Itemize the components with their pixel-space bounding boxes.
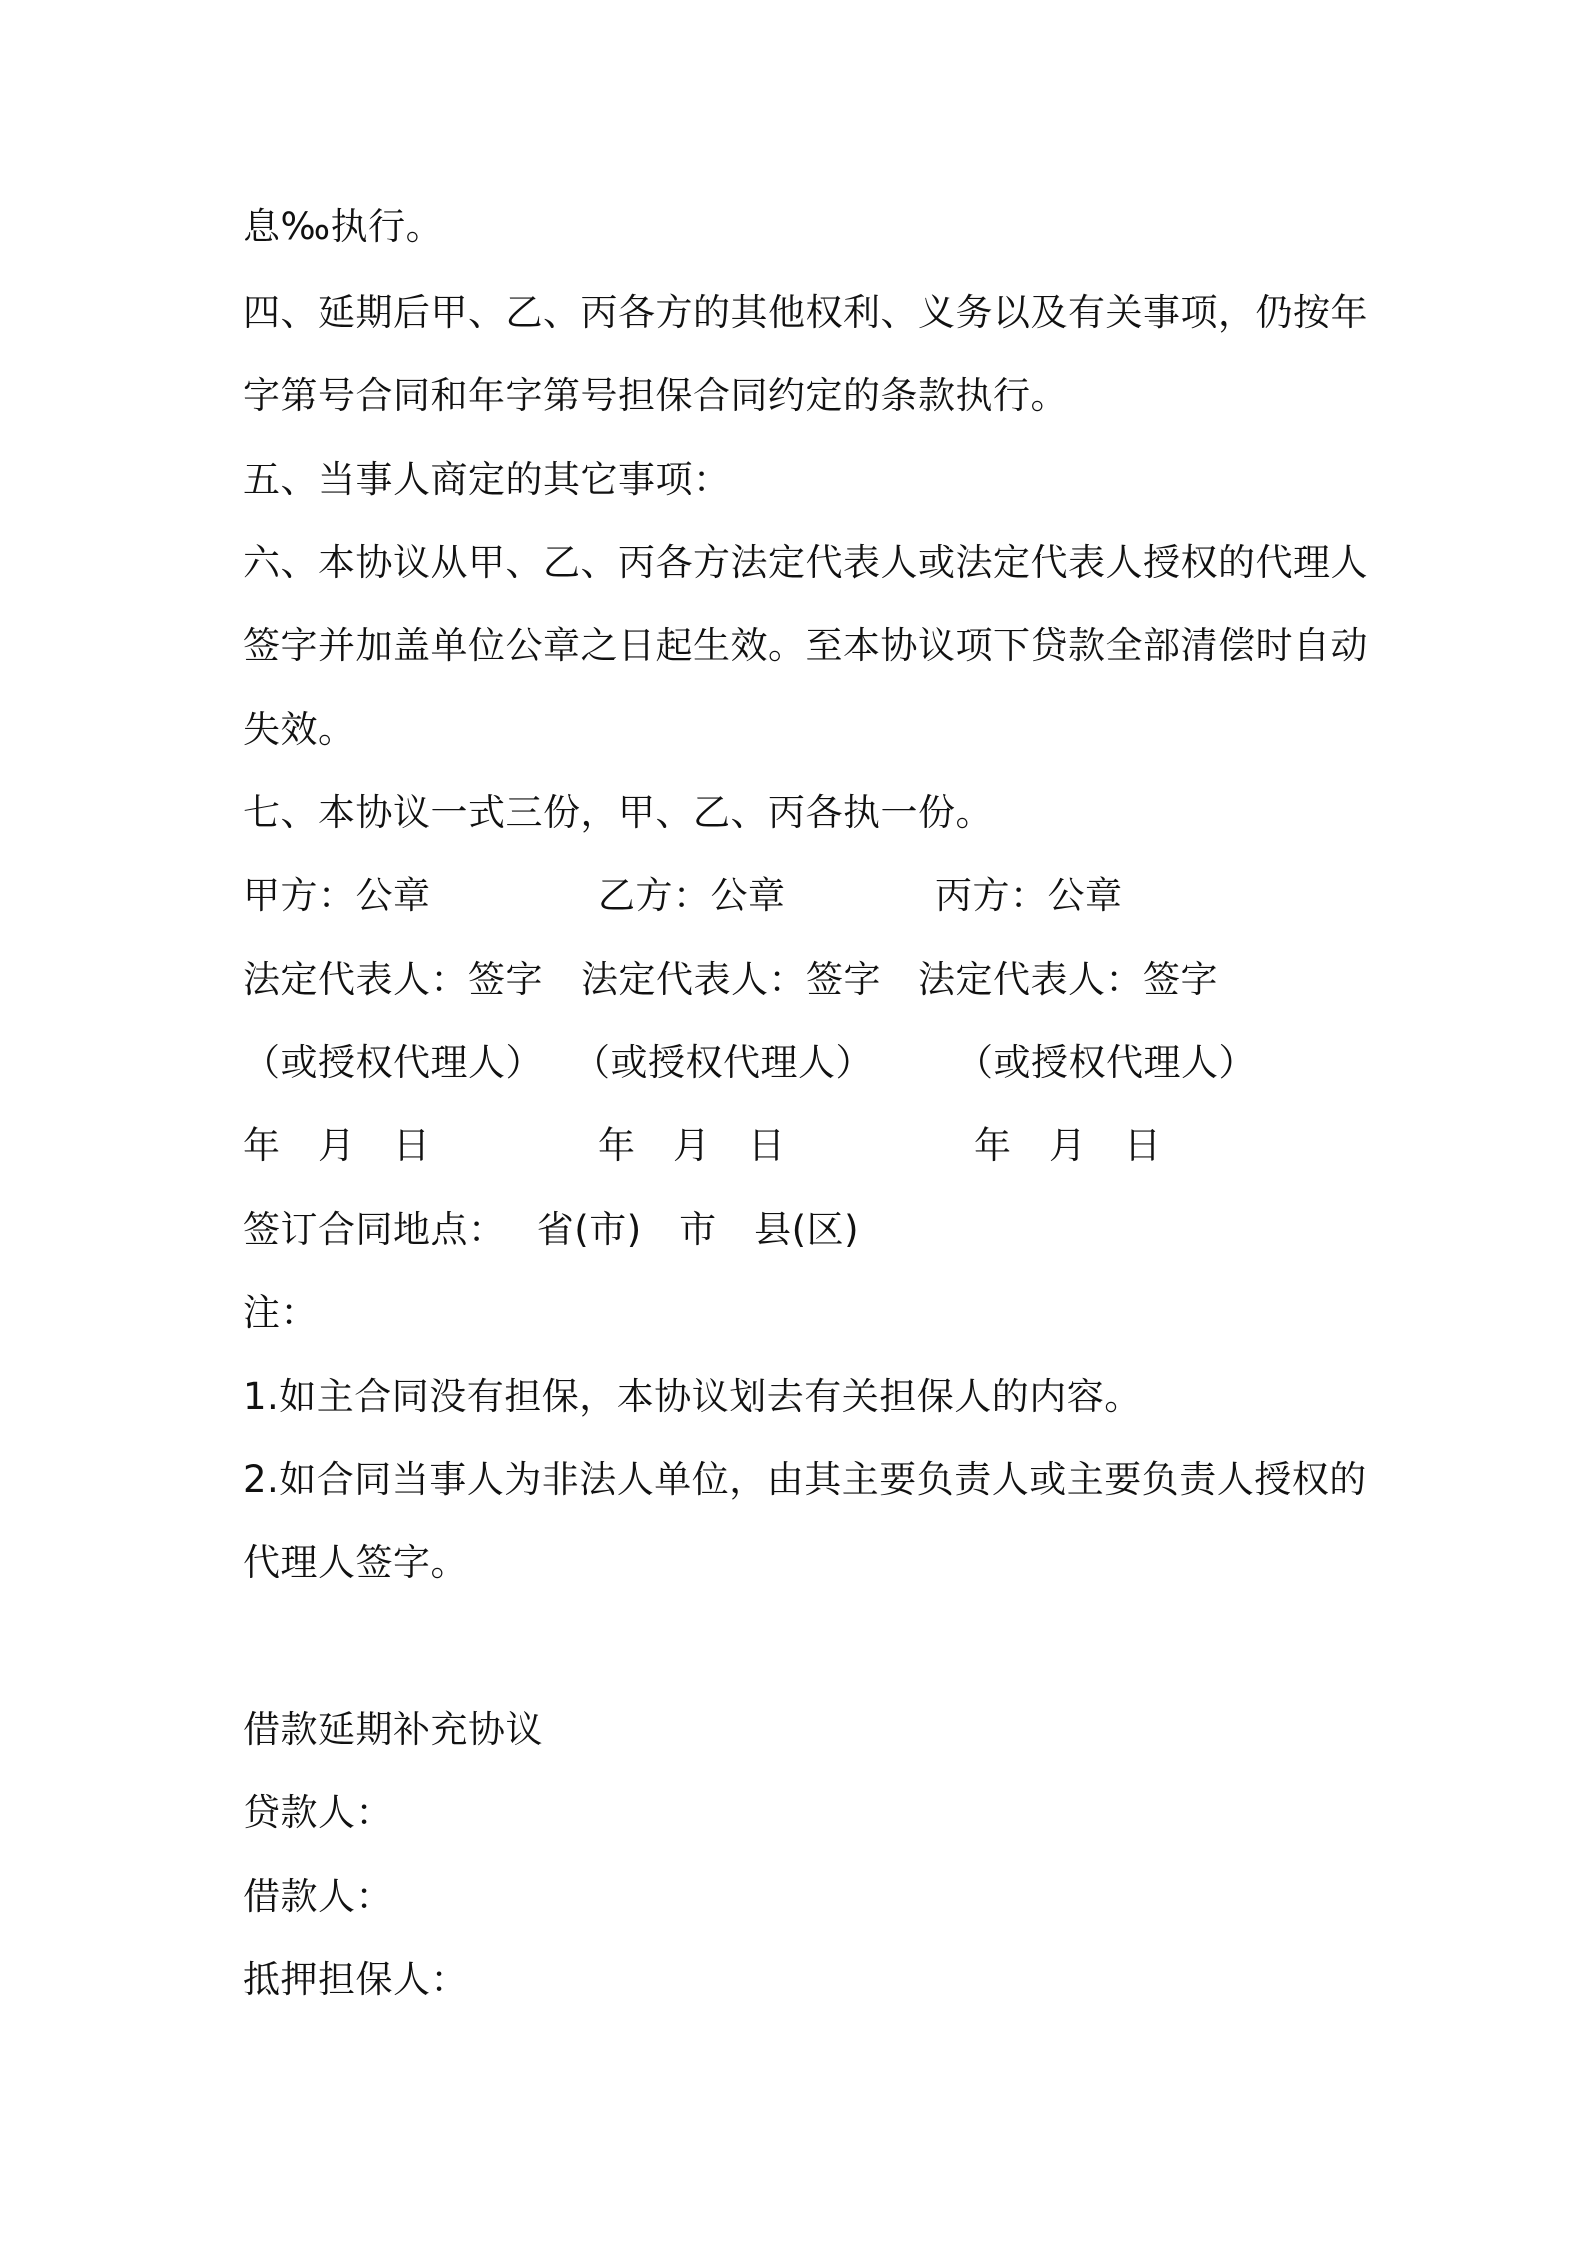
notes-heading: 注： bbox=[243, 1291, 318, 1334]
paragraph-6-line-3: 失效。 bbox=[243, 708, 356, 751]
paragraph-6-line-2: 签字并加盖单位公章之日起生效。至本协议项下贷款全部清偿时自动 bbox=[243, 624, 1368, 667]
party-b-date: 年 月 日 bbox=[598, 1124, 786, 1167]
party-a-date: 年 月 日 bbox=[243, 1124, 431, 1167]
note-2-line-1: 2.如合同当事人为非法人单位，由其主要负责人或主要负责人授权的 bbox=[243, 1458, 1367, 1501]
paragraph-4-line-2: 字第号合同和年字第号担保合同约定的条款执行。 bbox=[243, 374, 1068, 417]
party-a-representative: 法定代表人：签字 bbox=[243, 958, 543, 1001]
paragraph-5: 五、当事人商定的其它事项： bbox=[243, 458, 731, 501]
paragraph-4-line-1: 四、延期后甲、乙、丙各方的其他权利、义务以及有关事项，仍按年 bbox=[243, 291, 1368, 334]
signing-location: 签订合同地点： 省(市) 市 县(区) bbox=[243, 1208, 860, 1251]
party-a-agent: （或授权代理人） bbox=[243, 1041, 543, 1084]
lender-label: 贷款人： bbox=[243, 1791, 393, 1834]
party-b-representative: 法定代表人：签字 bbox=[581, 958, 881, 1001]
party-a-seal: 甲方：公章 bbox=[243, 874, 431, 917]
paragraph-3-tail: 息‰执行。 bbox=[243, 205, 444, 248]
second-agreement-title: 借款延期补充协议 bbox=[243, 1708, 543, 1751]
paragraph-6-line-1: 六、本协议从甲、乙、丙各方法定代表人或法定代表人授权的代理人 bbox=[243, 541, 1368, 584]
party-c-agent: （或授权代理人） bbox=[956, 1041, 1256, 1084]
guarantor-label: 抵押担保人： bbox=[243, 1958, 468, 2001]
party-c-representative: 法定代表人：签字 bbox=[918, 958, 1218, 1001]
party-c-date: 年 月 日 bbox=[974, 1124, 1162, 1167]
party-c-seal: 丙方：公章 bbox=[935, 874, 1123, 917]
paragraph-7: 七、本协议一式三份，甲、乙、丙各执一份。 bbox=[243, 791, 993, 834]
borrower-label: 借款人： bbox=[243, 1875, 393, 1918]
party-b-seal: 乙方：公章 bbox=[598, 874, 786, 917]
note-2-line-2: 代理人签字。 bbox=[243, 1541, 468, 1584]
party-b-agent: （或授权代理人） bbox=[573, 1041, 873, 1084]
note-1: 1.如主合同没有担保，本协议划去有关担保人的内容。 bbox=[243, 1375, 1142, 1418]
